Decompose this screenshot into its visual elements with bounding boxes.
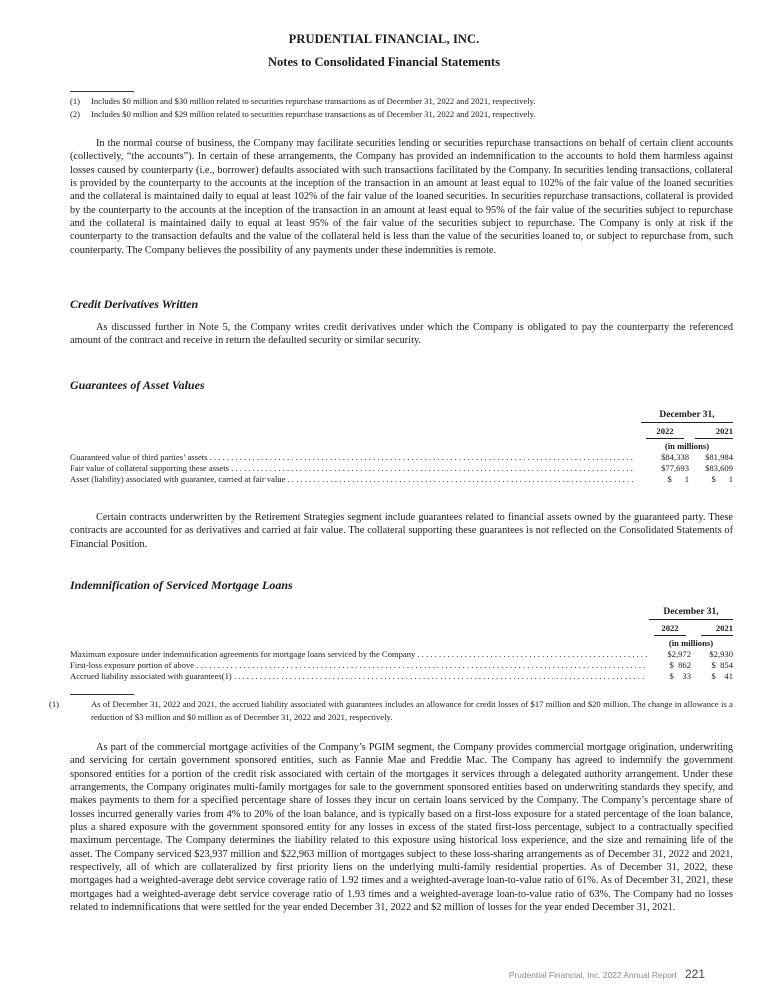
row-label: Maximum exposure under indemnification agreements for mortgage loans serviced by the Company <box>70 648 416 659</box>
footnote-marker: (2) <box>70 109 81 119</box>
period-header: December 31, <box>641 410 733 423</box>
footnote-rule <box>70 694 134 695</box>
value-2022: $ 33 <box>669 671 691 682</box>
row-label: Accrued liability associated with guarantees(1) <box>70 671 232 682</box>
section-heading-indemnification-mortgage: Indemnification of Serviced Mortgage Loans <box>70 578 293 592</box>
row-label: Fair value of collateral supporting these assets <box>70 463 229 474</box>
row-label: Asset (liability) associated with guarantee, carried at fair value <box>70 474 286 485</box>
row-label: Guaranteed value of third parties’ assets <box>70 451 208 462</box>
value-2021: $81,984 <box>705 451 733 462</box>
footnote-rule <box>70 91 134 92</box>
table-row <box>70 452 733 463</box>
value-2022: $ 862 <box>669 660 691 671</box>
year-2021-header: 2021 <box>695 426 733 438</box>
units-label: (in millions) <box>664 440 710 451</box>
page-number: 221 <box>684 967 705 981</box>
value-2022: $ 1 <box>667 474 689 485</box>
table-row <box>70 660 733 671</box>
mortgage-indemnification-table <box>70 607 733 683</box>
value-2021: $ 1 <box>711 474 733 485</box>
table-row <box>70 649 733 660</box>
top-footnote-1 <box>70 95 733 108</box>
period-header: December 31, <box>649 607 733 620</box>
mortgage-footnote <box>49 698 733 724</box>
page-header-subtitle: Notes to Consolidated Financial Statements <box>268 55 500 69</box>
page-footer <box>509 967 705 981</box>
guarantees-table <box>70 410 733 486</box>
year-2022-header: 2022 <box>646 426 684 438</box>
section-heading-guarantees-asset-values: Guarantees of Asset Values <box>70 378 205 392</box>
value-2021: $ 854 <box>711 660 733 671</box>
value-2021: $83,609 <box>705 463 733 474</box>
table-row <box>70 463 733 474</box>
footnote-text: Includes $0 million and $30 million related to securities repurchase transactions as of December 31, 2022 and 2021, respectively. <box>91 96 536 106</box>
intro-paragraph: In the normal course of business, the Company may facilitate securities lending or securities repurchase transactions on behalf of certain client accounts (collectively, “the accounts”). In certain of these arrangements, the Company has provided an indemnification to the accounts to hold them harmless against losses caused by counterparty (i.e., borrower) defaults associated with such transactions facilitated by the Company. In securities lending transactions, collateral is provided by the counterparty to the accounts at the inception of the transaction in an amount at least equal to 102% of the fair value of the loaned securities and the collateral is maintained daily to equal at least 102% of the fair value of the loaned securities. In securities repurchase transactions, collateral is provided by the counterparty to the accounts at the inception of the transaction in an amount at least equal to 95% of the fair value of the securities subject to repurchase and the collateral is maintained daily to equal at least 95% of the fair value of the securities subject to repurchase. The Company is only at risk if the counterparty to the transaction defaults and the value of the collateral held is less than the value of the securities loaned to, or subject to repurchase from, such counterparty. The Company believes the possibility of any payments under these indemnities is remote. <box>70 138 733 256</box>
mortgage-paragraph: As part of the commercial mortgage activities of the Company’s PGIM segment, the Company provides commercial mortgage origination, underwriting and servicing for certain government sponsored entities, such as Fannie Mae and Freddie Mac. The Company has agreed to indemnify the government sponsored entities for a portion of the credit risk associated with certain of the mortgages it services through a delegated authority arrangement. Under these arrangements, the Company originates multi-family mortgages for sale to the government sponsored entities based on underwriting standards they specify, and makes payments to them for a specified percentage share of losses they incur on certain loans serviced by the Company. The Company’s percentage share of losses incurred generally varies from 4% to 20% of the loan balance, and is typically based on a first-loss exposure for a stated percentage of the loan balance, plus a shared exposure with the government sponsored entity for any losses in excess of the stated first-loss percentage, subject to a contractually specified maximum percentage. The Company determines the liability related to this exposure using historical loss experience, and the size and remaining life of the asset. The Company serviced $23,937 million and $22,963 million of mortgages subject to these loss-sharing arrangements as of December 31, 2022 and 2021, respectively, all of which are collateralized by first priority liens on the underlying multi-family residential properties. As of December 31, 2022, these mortgages had a weighted-average debt service coverage ratio of 1.92 times and a weighted-average loan-to-value ratio of 61%. As of December 31, 2021, these mortgages had a weighted-average debt service coverage ratio of 1.93 times and a weighted-average loan-to-value ratio of 63%. The Company had no losses related to indemnifications that were settled for the year ended December 31, 2022 and $2 million of losses for the year ended December 31, 2021. <box>70 742 733 914</box>
guarantees-paragraph: Certain contracts underwritten by the Retirement Strategies segment include guarantees related to financial assets owned by the guaranteed party. These contracts are accounted for as derivatives and carried at fair value. The collateral supporting these guarantees is not reflected on the Consolidated Statements of Financial Position. <box>70 512 733 550</box>
value-2022: $77,693 <box>661 463 689 474</box>
page-header-company: PRUDENTIAL FINANCIAL, INC. <box>288 32 480 46</box>
footnote-marker: (1) <box>70 96 81 106</box>
footnote-text: As of December 31, 2022 and 2021, the accrued liability associated with guarantees includes an allowance for credit losses of $17 million and $20 million. The change in allowance is a reduction of $3 million and $0 million as of December 31, 2022 and 2021, respectively. <box>91 699 733 722</box>
footnote-marker: (1) <box>49 699 60 709</box>
value-2021: $2,930 <box>709 648 733 659</box>
section-heading-credit-derivatives: Credit Derivatives Written <box>70 297 199 311</box>
row-label: First-loss exposure portion of above <box>70 660 195 671</box>
credit-derivatives-paragraph: As discussed further in Note 5, the Company writes credit derivatives under which the Company is obligated to pay the counterparty the referenced amount of the contract and receive in return the defaulted security or similar security. <box>70 322 733 347</box>
report-title: Prudential Financial, Inc. 2022 Annual Report <box>508 970 677 980</box>
value-2021: $ 41 <box>711 671 733 682</box>
units-label: (in millions) <box>668 637 714 648</box>
table-row <box>70 474 733 485</box>
table-row <box>70 671 733 682</box>
footnote-text: Includes $0 million and $29 million related to securities repurchase transactions as of December 31, 2022 and 2021, respectively. <box>91 109 536 119</box>
top-footnote-2 <box>70 108 733 121</box>
year-2022-header: 2022 <box>654 623 686 635</box>
value-2022: $2,972 <box>667 648 691 659</box>
year-2021-header: 2021 <box>701 623 733 635</box>
value-2022: $84,338 <box>661 451 689 462</box>
